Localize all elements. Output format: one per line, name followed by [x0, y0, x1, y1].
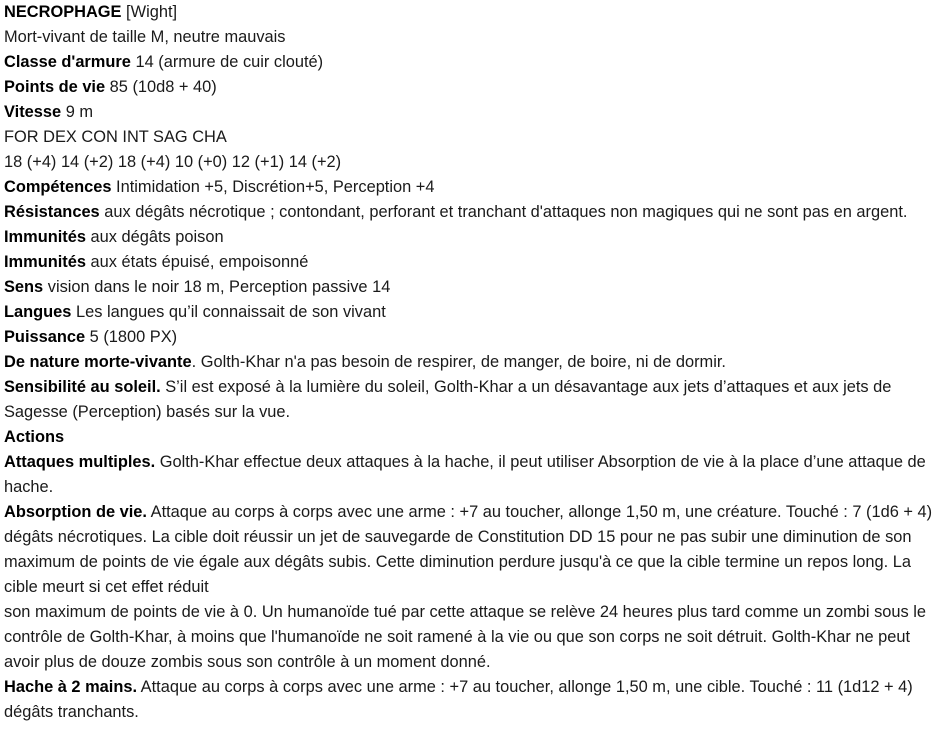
creature-subtitle: [Wight] — [126, 3, 178, 21]
damage-immunities-value: aux dégâts poison — [90, 228, 224, 246]
resistances-value: aux dégâts nécrotique ; contondant, perforant et tranchant d'attaques non magiques qui ne sont pas en argent. — [104, 203, 908, 221]
abilities-values: 18 (+4) 14 (+2) 18 (+4) 10 (+0) 12 (+1) 14 (+2) — [4, 153, 342, 171]
creature-type: Mort-vivant de taille M, neutre mauvais — [4, 28, 286, 46]
sunlight-sensitivity-line — [4, 375, 940, 425]
resistances-label: Résistances — [4, 203, 100, 221]
abilities-header: FOR DEX CON INT SAG CHA — [4, 128, 227, 146]
armor-class-line — [4, 50, 940, 75]
life-drain-label: Absorption de vie. — [4, 503, 147, 521]
life-drain-continued: son maximum de points de vie à 0. Un humanoïde tué par cette attaque se relève 24 heures plus tard comme un zombi sous le contrôle de Golth-Khar, à moins que l'humanoïde ne soit ramené à la vie ou que son corps ne soit détruit. Golth-Khar ne peut avoir plus de douze zombis sous son contrôle à un moment donné. — [4, 603, 927, 671]
armor-class-label: Classe d'armure — [4, 53, 131, 71]
skills-value: Intimidation +5, Discrétion+5, Perception +4 — [116, 178, 435, 196]
hit-points-label: Points de vie — [4, 78, 106, 96]
sunlight-sensitivity-label: Sensibilité au soleil. — [4, 378, 161, 396]
challenge-line — [4, 325, 940, 350]
stat-block — [4, 0, 940, 725]
damage-immunities-label: Immunités — [4, 228, 86, 246]
multiattack-line — [4, 450, 940, 500]
condition-immunities-value: aux états épuisé, empoisonné — [90, 253, 309, 271]
armor-class-value: 14 (armure de cuir clouté) — [135, 53, 324, 71]
undead-nature-value: . Golth-Khar n'a pas besoin de respirer, de manger, de boire, ni de dormir. — [191, 353, 726, 371]
multiattack-label: Attaques multiples. — [4, 453, 156, 471]
speed-value: 9 m — [65, 103, 94, 121]
greataxe-line — [4, 675, 940, 725]
challenge-label: Puissance — [4, 328, 86, 346]
senses-value: vision dans le noir 18 m, Perception passive 14 — [47, 278, 391, 296]
languages-value: Les langues qu’il connaissait de son vivant — [75, 303, 386, 321]
hit-points-line — [4, 75, 940, 100]
multiattack-value: Golth-Khar effectue deux attaques à la hache, il peut utiliser Absorption de vie à la place d’une attaque de hache. — [4, 453, 926, 496]
undead-nature-label: De nature morte-vivante — [4, 353, 192, 371]
skills-line — [4, 175, 940, 200]
creature-name: NECROPHAGE — [4, 3, 122, 21]
resistances-line — [4, 200, 940, 225]
languages-line — [4, 300, 940, 325]
greataxe-value: Attaque au corps à corps avec une arme : +7 au toucher, allonge 1,50 m, une cible. Touché : 11 (1d12 + 4) dégâts tranchants. — [4, 678, 913, 721]
life-drain-line — [4, 500, 940, 600]
senses-label: Sens — [4, 278, 44, 296]
condition-immunities-label: Immunités — [4, 253, 86, 271]
hit-points-value: 85 (10d8 + 40) — [109, 78, 217, 96]
creature-name-line — [4, 0, 940, 25]
senses-line — [4, 275, 940, 300]
skills-label: Compétences — [4, 178, 112, 196]
speed-label: Vitesse — [4, 103, 62, 121]
speed-line — [4, 100, 940, 125]
life-drain-value: Attaque au corps à corps avec une arme : +7 au toucher, allonge 1,50 m, une créature. Touché : 7 (1d6 + 4) dégâts nécrotiques. La cible doit réussir un jet de sauvegarde de Constitution DD 15 pour ne pas subir une diminution de son maximum de points de vie égale aux dégâts subis. Cette diminution perdure jusqu'à ce que la cible termine un repos long. La cible meurt si cet effet réduit — [4, 503, 933, 596]
greataxe-label: Hache à 2 mains. — [4, 678, 138, 696]
languages-label: Langues — [4, 303, 72, 321]
condition-immunities-line — [4, 250, 940, 275]
challenge-value: 5 (1800 PX) — [89, 328, 178, 346]
undead-nature-line — [4, 350, 940, 375]
sunlight-sensitivity-value: S’il est exposé à la lumière du soleil, Golth-Khar a un désavantage aux jets d’attaques et aux jets de Sagesse (Perception) basés sur la vue. — [4, 378, 892, 421]
damage-immunities-line — [4, 225, 940, 250]
actions-heading: Actions — [4, 428, 65, 446]
